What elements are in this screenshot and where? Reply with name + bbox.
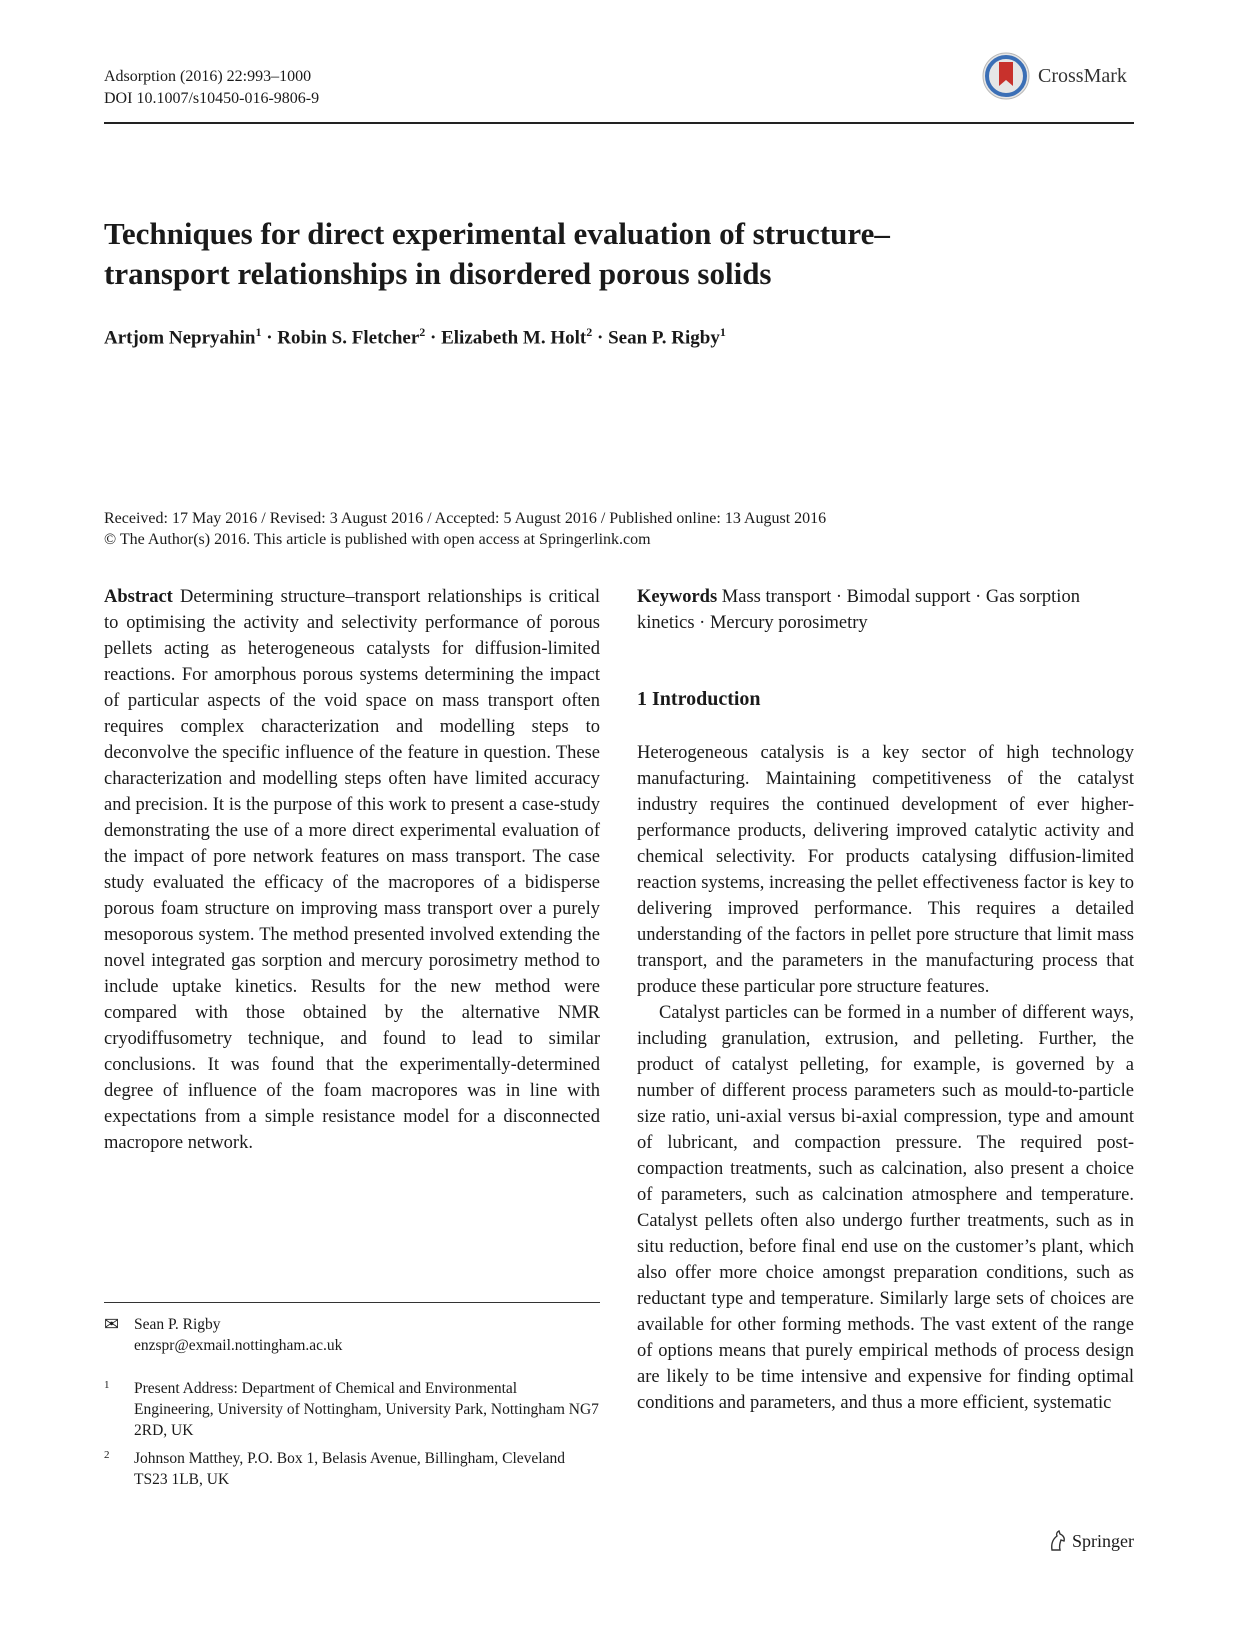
intro-paragraph-2: Catalyst particles can be formed in a number of different ways, including granulation, extrusion, and pelleting. Further, the product of catalyst pelleting, for example, is governed by a number of different process parameters such as mould-to-particle size ratio, uni-axial versus bi-axial compression, type and amount of lubricant, and compaction pressure. The required post-compaction treatments, such as calcination, also present a choice of parameters, such as calcination atmosphere and temperature. Catalyst pellets often also undergo further treatments, such as in situ reduction, before final end use on the customer’s plant, which also offer more choice amongst preparation conditions, such as reductant type and temperature. Similarly large sets of choices are available for other forming methods. The vast extent of the range of options means that purely empirical methods of process design are likely to be time intensive and expensive for finding optimal conditions and parameters, and thus a more efficient, systematic: [637, 1003, 1134, 1413]
crossmark-logo-icon: [982, 52, 1030, 100]
keywords: [637, 584, 1134, 636]
footnote-text: Present Address: Department of Chemical and Environmental Engineering, University of Nottingham, University Park, Nottingham NG7 2RD, UK: [134, 1380, 599, 1439]
keywords-text: Mass transport · Bimodal support · Gas sorption kinetics · Mercury porosimetry: [637, 587, 1080, 633]
author-name[interactable]: Artjom Nepryahin: [104, 327, 256, 349]
copyright-line: © The Author(s) 2016. This article is published with open access at Springerlink.com: [104, 531, 651, 548]
footnote-number: 2: [104, 1449, 110, 1461]
abstract-label: Abstract: [104, 587, 173, 607]
section-heading: 1 Introduction: [637, 688, 761, 710]
author-name[interactable]: Robin S. Fletcher: [277, 327, 420, 349]
author-name[interactable]: Elizabeth M. Holt: [441, 327, 587, 349]
affiliation-footnote-1: [104, 1378, 600, 1441]
footnote-number: 1: [104, 1379, 110, 1391]
author-separator: ·: [430, 327, 437, 349]
doi-link[interactable]: DOI 10.1007/s10450-016-9806-9: [104, 90, 320, 107]
introduction-body: [637, 740, 1134, 1416]
author-name[interactable]: Sean P. Rigby: [608, 327, 720, 349]
crossmark-badge[interactable]: [982, 52, 1127, 100]
footnote-rule: [104, 1302, 600, 1303]
corresponding-email[interactable]: enzspr@exmail.nottingham.ac.uk: [134, 1337, 343, 1354]
footnote-text: Johnson Matthey, P.O. Box 1, Belasis Avenue, Billingham, Cleveland TS23 1LB, UK: [134, 1450, 565, 1488]
journal-citation: Adsorption (2016) 22:993–1000: [104, 68, 312, 85]
publisher-name: Springer: [1072, 1530, 1134, 1551]
intro-paragraph-1: Heterogeneous catalysis is a key sector of high technology manufacturing. Maintaining competitiveness of the catalyst industry requires the continued development of ever higher-performance products, delivering improved catalytic activity and chemical selectivity. For products catalysing diffusion-limited reaction systems, increasing the pellet effectiveness factor is key to delivering improved performance. This requires a detailed understanding of the factors in pellet pore structure that limit mass transport, and the parameters in the manufacturing process that produce these particular pore structure features.: [637, 743, 1134, 997]
journal-info: [104, 66, 319, 110]
publisher-logo: [1048, 1530, 1134, 1552]
author-list: [104, 325, 726, 349]
crossmark-label: CrossMark: [1038, 64, 1127, 87]
author-affiliation: 1: [255, 325, 262, 339]
author-affiliation: 2: [419, 325, 426, 339]
author-affiliation: 1: [719, 325, 726, 339]
header-rule: [104, 122, 1134, 124]
article-title: [104, 214, 1134, 294]
title-line-1: Techniques for direct experimental evaluation of structure–: [104, 216, 890, 251]
envelope-icon: ✉: [104, 1314, 120, 1334]
article-history: [104, 508, 826, 550]
keywords-label: Keywords: [637, 587, 718, 607]
springer-horse-icon: [1048, 1530, 1068, 1552]
author-separator: ·: [597, 327, 604, 349]
author-affiliation: 2: [586, 325, 593, 339]
title-line-2: transport relationships in disordered porous solids: [104, 256, 772, 291]
corresponding-author: [104, 1314, 342, 1356]
corresponding-name: Sean P. Rigby: [134, 1316, 221, 1333]
affiliation-footnote-2: [104, 1448, 600, 1490]
abstract: [104, 584, 600, 1156]
author-separator: ·: [266, 327, 273, 349]
abstract-text: Determining structure–transport relationships is critical to optimising the activity and selectivity performance of porous pellets acting as heterogeneous catalysts for diffusion-limited reactions. For amorphous porous systems determining the impact of particular aspects of the void space on mass transport often requires complex characterization and modelling steps to deconvolve the specific influence of the feature in question. These characterization and modelling steps often have limited accuracy and precision. It is the purpose of this work to present a case-study demonstrating the use of a more direct experimental evaluation of the impact of pore network features on mass transport. The case study evaluated the efficacy of the macropores of a bidisperse porous foam structure on improving mass transport over a purely mesoporous system. The method presented involved extending the novel integrated gas sorption and mercury porosimetry method to include uptake kinetics. Results for the new method were compared with those obtained by the alternative NMR cryodiffusometry technique, and found to lead to similar conclusions. It was found that the experimentally-determined degree of influence of the foam macropores was in line with expectations from a simple resistance model for a disconnected macropore network.: [104, 587, 600, 1153]
dates-line: Received: 17 May 2016 / Revised: 3 August 2016 / Accepted: 5 August 2016 / Published online: 13 August 2016: [104, 510, 827, 527]
